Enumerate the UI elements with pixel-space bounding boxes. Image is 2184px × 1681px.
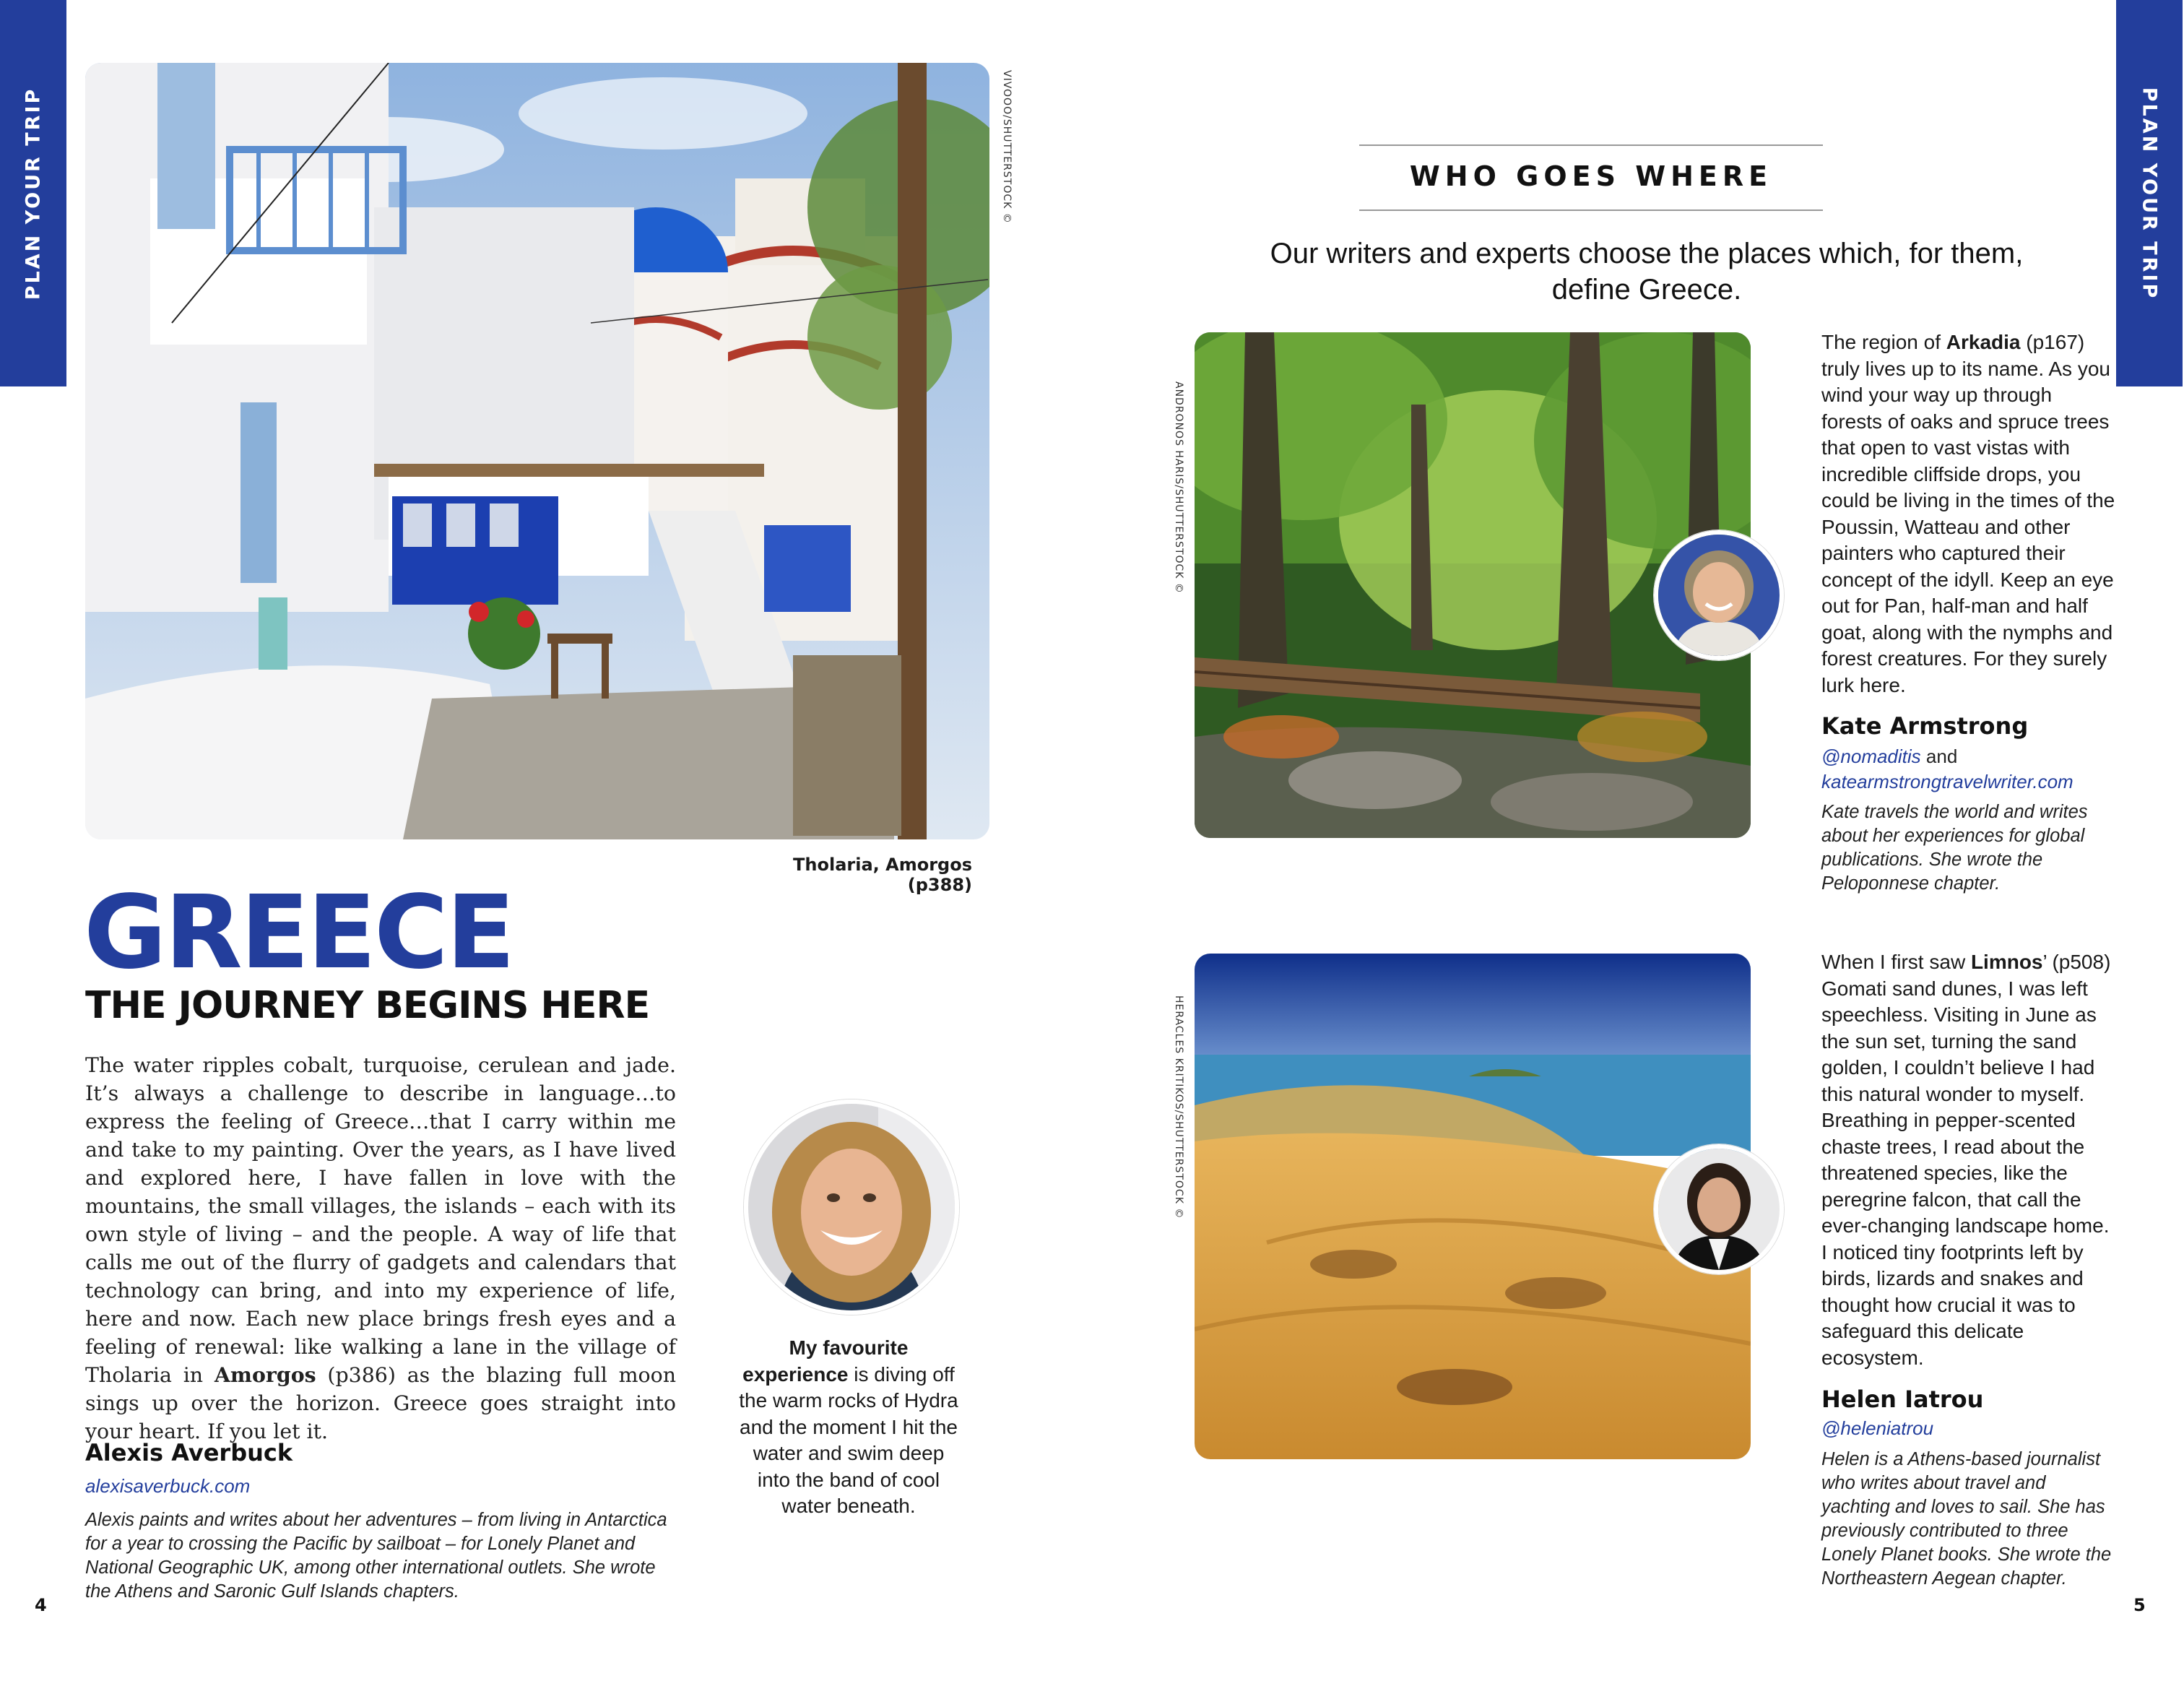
author-bio: Alexis paints and writes about her adventures – from living in Antarctica for a year to crossing the Pacific by sailboat – for Lonely Planet and National Geographic UK, among other international outlets. She wrote the Athens and Saronic Gulf Islands chapters. — [85, 1510, 667, 1602]
page-subtitle: THE JOURNEY BEGINS HERE — [85, 984, 650, 1027]
kate-links: @nomaditis and katearmstrongtravelwriter.com — [1821, 746, 2074, 792]
helen-bio: Helen is a Athens-based journalist who writes about travel and yachting and loves to sail. She has previously contributed to three Lonely Planet books. She wrote the Northeastern Aegean chapter. — [1821, 1449, 2112, 1589]
photo-credit-tholaria: VIVOOO/SHUTTERSTOCK © — [1001, 70, 1013, 224]
author-website-link[interactable]: alexisaverbuck.com — [85, 1475, 251, 1497]
side-tab-left — [0, 0, 66, 386]
author-name-helen: Helen Iatrou — [1821, 1386, 1984, 1413]
page-title: GREECE — [84, 874, 514, 992]
highlight-limnos: Limnos — [1970, 951, 2043, 973]
photo-credit-arkadia: ANDRONOS HARIS/SHUTTERSTOCK © — [1173, 381, 1184, 594]
intro-paragraph: The water ripples cobalt, turquoise, cerulean and jade. It’s always a challenge to describe in language…to express the feeling of Greece…that I carry within me and take to my painting. Over the years, as I have lived and explored here, I have fallen in love with the mountains, the small villages, the islands – each with its own style of living – and the people. A way of life that calls me out of the flurry of gadgets and calendars that technology can bring, and into my experience of life, here and now. Each new place brings fresh eyes and a feeling of renewal: like walking a lane in the village of Tholaria in Amorgos (p386) as the blazing full moon sings up over the horizon. Greece goes straight into your heart. If you let it. — [85, 1053, 676, 1443]
section-heading: WHO GOES WHERE — [1409, 160, 1773, 192]
heading-rule-top — [1359, 144, 1823, 146]
author-avatar-kate — [1654, 530, 1784, 660]
photo-caption: Tholaria, Amorgos (p388) — [793, 855, 972, 895]
kate-handle-link[interactable]: @nomaditis — [1821, 746, 1921, 767]
arkadia-paragraph: The region of Arkadia (p167) truly lives up to its name. As you wind your way up through forests of oaks and spruce trees that open to vast vistas with incredible cliffside drops, you could be living in the times of the Poussin, Watteau and other painters who captured their concept of the idyll. Keep an eye out for Pan, half-man and half goat, along with the nymphs and forest creatures. For they surely lurk here. — [1821, 331, 2115, 696]
limnos-paragraph: When I first saw Limnos’ (p508) Gomati sand dunes, I was left speechless. Visiting in June as the sun set, turning the sand golden, I couldn’t believe I had this natural wonder to myself. Breathing in pepper-scented chaste trees, I read about the threatened species, like the peregrine falcon, that call the ever-changing landscape home. I noticed tiny footprints left by birds, lizards and snakes and thought how crucial it was to safeguard this delicate ecosystem. — [1821, 951, 2111, 1369]
highlight-arkadia: Arkadia — [1946, 331, 2021, 353]
page-number-left: 4 — [35, 1595, 47, 1615]
kate-bio: Kate travels the world and writes about her experiences for global publications. She wrote the Peloponnese chapter. — [1821, 802, 2088, 894]
heading-rule-bottom — [1359, 209, 1823, 211]
highlight-amorgos: Amorgos — [214, 1362, 316, 1387]
page-number-right: 5 — [2133, 1595, 2146, 1615]
photo-credit-limnos: HERACLES KRITIKOS/SHUTTERSTOCK © — [1173, 995, 1184, 1219]
side-tab-label: PLAN YOUR TRIP — [2138, 87, 2161, 301]
side-tab-right — [2116, 0, 2183, 386]
side-tab-label: PLAN YOUR TRIP — [22, 87, 45, 301]
favourite-experience: My favourite experience is diving off the warm rocks of Hydra and the moment I hit the water and swim deep into the band of cool water beneath. — [739, 1336, 958, 1517]
section-intro: Our writers and experts choose the places which, for them, define Greece. — [1270, 238, 2024, 306]
favourite-label: My favourite experience — [742, 1336, 909, 1386]
author-name: Alexis Averbuck — [85, 1439, 293, 1466]
kate-website-link[interactable]: katearmstrongtravelwriter.com — [1821, 771, 2074, 792]
author-avatar-helen — [1654, 1144, 1784, 1274]
helen-handle-link[interactable]: @heleniatrou — [1821, 1417, 1934, 1439]
author-avatar-alexis — [744, 1099, 959, 1315]
tholaria-photo — [85, 63, 989, 839]
author-name-kate: Kate Armstrong — [1821, 712, 2029, 740]
